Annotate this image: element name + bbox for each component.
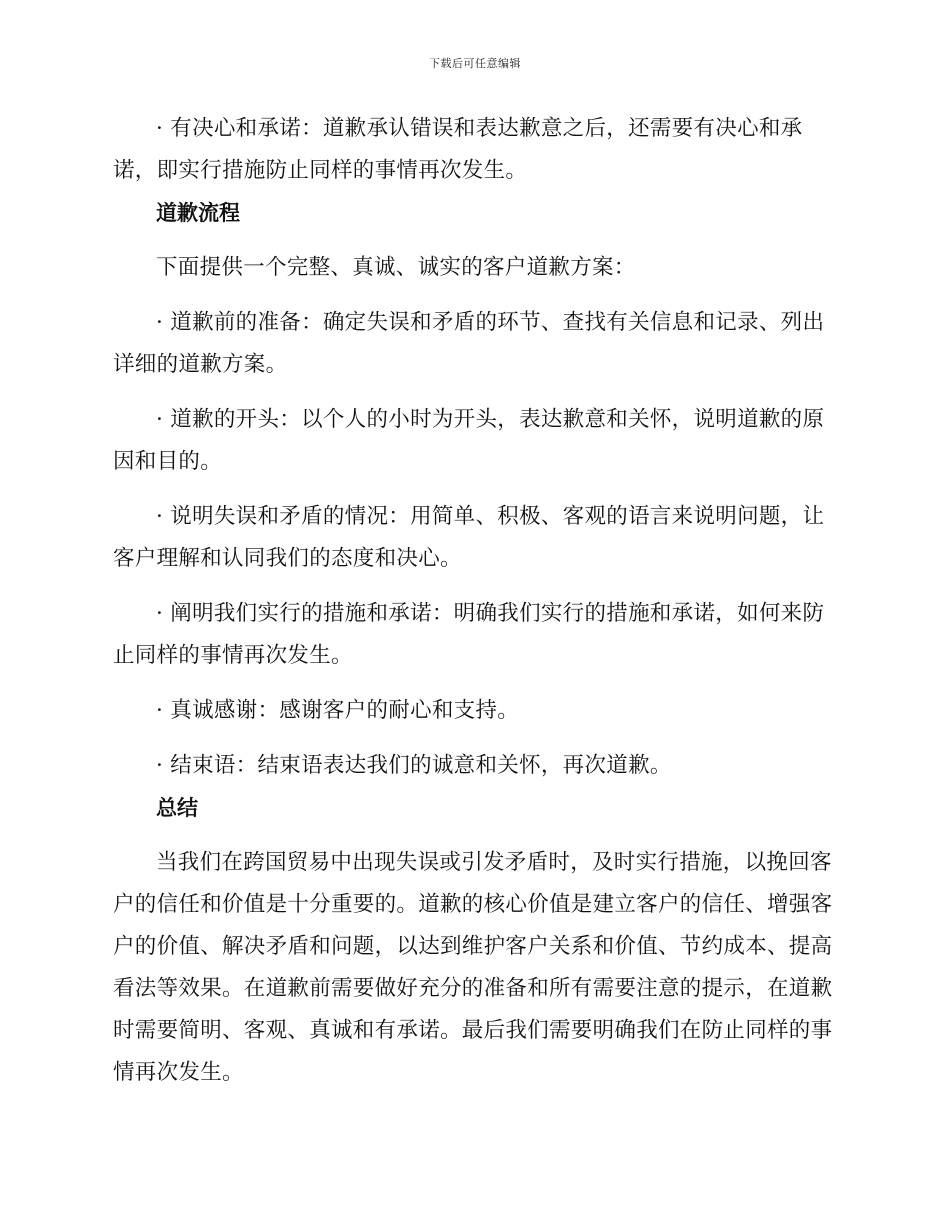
list-item-thanks: · 真诚感谢：感谢客户的耐心和支持。: [156, 698, 520, 723]
document-body: [113, 108, 833, 1094]
paragraph-summary: 当我们在跨国贸易中出现失误或引发矛盾时，及时实行措施，以挽回客户的信任和价值是十分重要的。道歉的核心价值是建立客户的信任、增强客户的价值、解决矛盾和问题，以达到维护客户关系和价值、节约成本、提高看法等效果。在道歉前需要做好充分的准备和所有需要注意的提示，在道歉时需要简明、客观、真诚和有承诺。最后我们需要明确我们在防止同样的事情再次发生。: [113, 850, 833, 1085]
heading-apology-process: 道歉流程: [156, 201, 240, 225]
paragraph-process-intro: 下面提供一个完整、真诚、诚实的客户道歉方案：: [156, 255, 636, 280]
paragraph-commitment: · 有决心和承诺：道歉承认错误和表达歉意之后，还需要有决心和承诺，即实行措施防止同样的事情再次发生。: [113, 116, 803, 183]
page-header: 下载后可任意编辑: [429, 57, 521, 70]
heading-summary: 总结: [156, 796, 198, 820]
list-item-closing: · 结束语：结束语表达我们的诚意和关怀，再次道歉。: [156, 753, 672, 778]
list-item-preparation: · 道歉前的准备：确定失误和矛盾的环节、查找有关信息和记录、列出详细的道歉方案。: [113, 310, 825, 377]
list-item-explain-situation: · 说明失误和矛盾的情况：用简单、积极、客观的语言来说明问题，让客户理解和认同我们的态度和决心。: [113, 504, 825, 571]
list-item-opening: · 道歉的开头：以个人的小时为开头，表达歉意和关怀，说明道歉的原因和目的。: [113, 407, 825, 474]
list-item-measures: · 阐明我们实行的措施和承诺：明确我们实行的措施和承诺，如何来防止同样的事情再次发生。: [113, 601, 825, 668]
